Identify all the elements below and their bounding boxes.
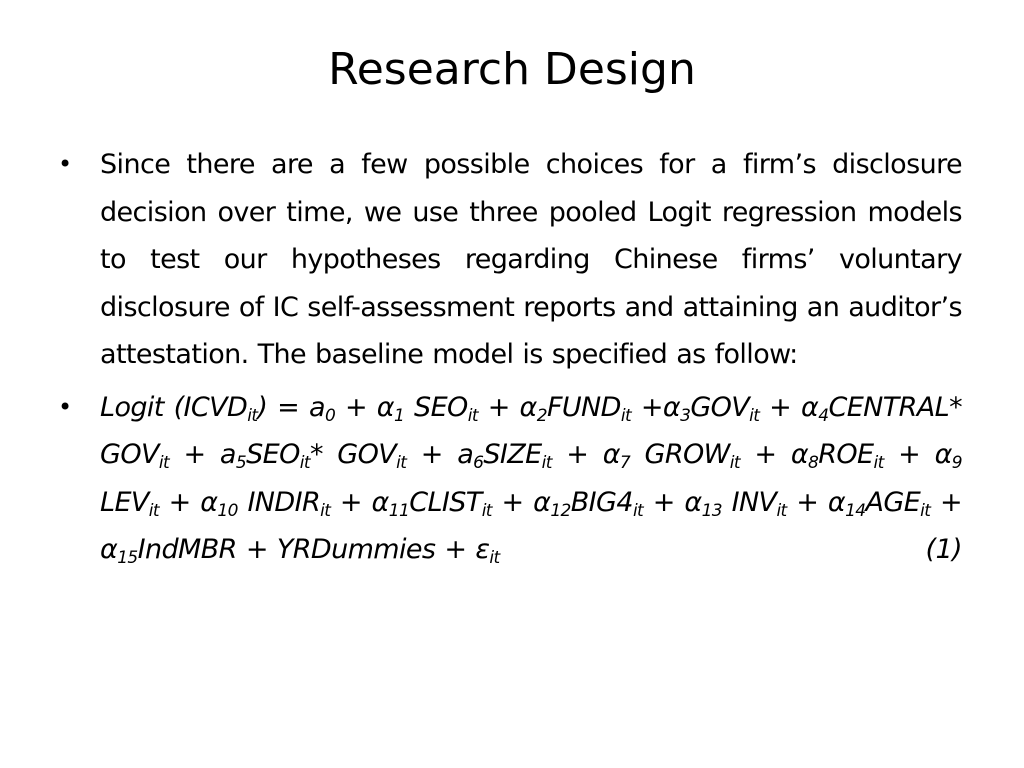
eq-term: Logit (ICVD	[100, 391, 248, 423]
eq-subscript: 5	[235, 453, 247, 473]
eq-subscript: it	[541, 453, 552, 473]
eq-term: ) = a	[257, 391, 325, 423]
eq-subscript: 14	[845, 500, 866, 521]
eq-subscript: it	[873, 453, 884, 473]
eq-term: + α	[100, 486, 962, 565]
eq-term: + α	[158, 486, 218, 518]
eq-term: + α	[551, 439, 620, 470]
eq-subscript: it	[481, 500, 492, 521]
equation-text	[100, 392, 962, 566]
eq-subscript: it	[632, 500, 644, 521]
eq-subscript: it	[148, 500, 159, 521]
eq-term: + α	[643, 486, 702, 518]
eq-term: FUND	[546, 391, 621, 423]
eq-term: +α	[631, 391, 681, 423]
eq-subscript: 10	[217, 500, 238, 521]
eq-term: INV	[722, 486, 777, 518]
eq-subscript: 15	[117, 548, 138, 568]
eq-term: INDIR	[237, 486, 321, 518]
bullet-text: Since there are a few possible choices for a firm’s disclosure decision over time, we use three pooled Logit regression models to test our hypotheses regarding Chinese firms’ voluntary disclosure of IC self-assessment reports and attaining an auditor’s attestation. The baseline model is specified as follow:	[100, 149, 962, 370]
eq-term: IndMBR + YRDummies + ε	[137, 534, 490, 565]
eq-subscript: 11	[388, 500, 410, 521]
eq-term: AGE	[865, 486, 921, 518]
eq-term: + α	[759, 391, 819, 423]
eq-subscript: it	[247, 405, 258, 426]
eq-term: + α	[491, 486, 551, 518]
eq-subscript: 2	[536, 405, 547, 426]
eq-term: BIG4	[570, 486, 633, 518]
eq-subscript: 7	[619, 453, 631, 473]
eq-term: CLIST	[409, 486, 482, 518]
bullet-paragraph	[58, 141, 962, 379]
eq-subscript: 8	[808, 453, 819, 473]
eq-term: SIZE	[483, 439, 542, 470]
eq-term: + a	[169, 439, 236, 470]
eq-term: GOV	[690, 391, 750, 423]
eq-term: + α	[330, 486, 389, 518]
eq-term: SEO	[404, 391, 468, 423]
eq-subscript: 12	[550, 500, 571, 521]
eq-subscript: it	[776, 500, 787, 521]
eq-term: * GOV	[309, 439, 397, 470]
eq-subscript: it	[299, 453, 310, 473]
eq-term: GROW	[630, 439, 730, 470]
eq-subscript: it	[920, 500, 931, 521]
eq-subscript: 6	[473, 453, 484, 473]
eq-term: SEO	[246, 439, 300, 470]
eq-subscript: it	[467, 405, 478, 426]
eq-subscript: it	[158, 453, 170, 473]
eq-subscript: 4	[818, 405, 829, 426]
eq-subscript: 3	[680, 405, 691, 426]
slide-title: Research Design	[328, 44, 696, 95]
bullet-dot-icon: •	[58, 392, 72, 421]
eq-subscript: it	[749, 405, 760, 426]
eq-term: + α	[739, 439, 809, 470]
bullet-list	[58, 141, 963, 574]
eq-subscript: it	[489, 548, 500, 568]
eq-subscript: it	[396, 453, 407, 473]
bullet-dot-icon: •	[58, 150, 72, 178]
eq-subscript: 13	[701, 500, 722, 521]
eq-term: CENTRAL* GOV	[100, 391, 963, 470]
eq-subscript: it	[620, 405, 632, 426]
eq-term: + α	[786, 486, 846, 518]
eq-subscript: it	[729, 453, 740, 473]
eq-subscript: 9	[951, 453, 963, 473]
eq-term: ROE	[818, 439, 874, 470]
eq-term: LEV	[100, 486, 149, 518]
eq-term: + a	[406, 439, 474, 470]
eq-subscript: 1	[394, 405, 405, 426]
equation-number: (1)	[925, 534, 962, 565]
eq-term: + α	[883, 439, 952, 470]
eq-term: + α	[335, 391, 395, 423]
eq-subscript: 0	[324, 405, 336, 426]
eq-term: + α	[477, 391, 537, 423]
eq-subscript: it	[320, 500, 331, 521]
bullet-equation	[58, 384, 963, 574]
